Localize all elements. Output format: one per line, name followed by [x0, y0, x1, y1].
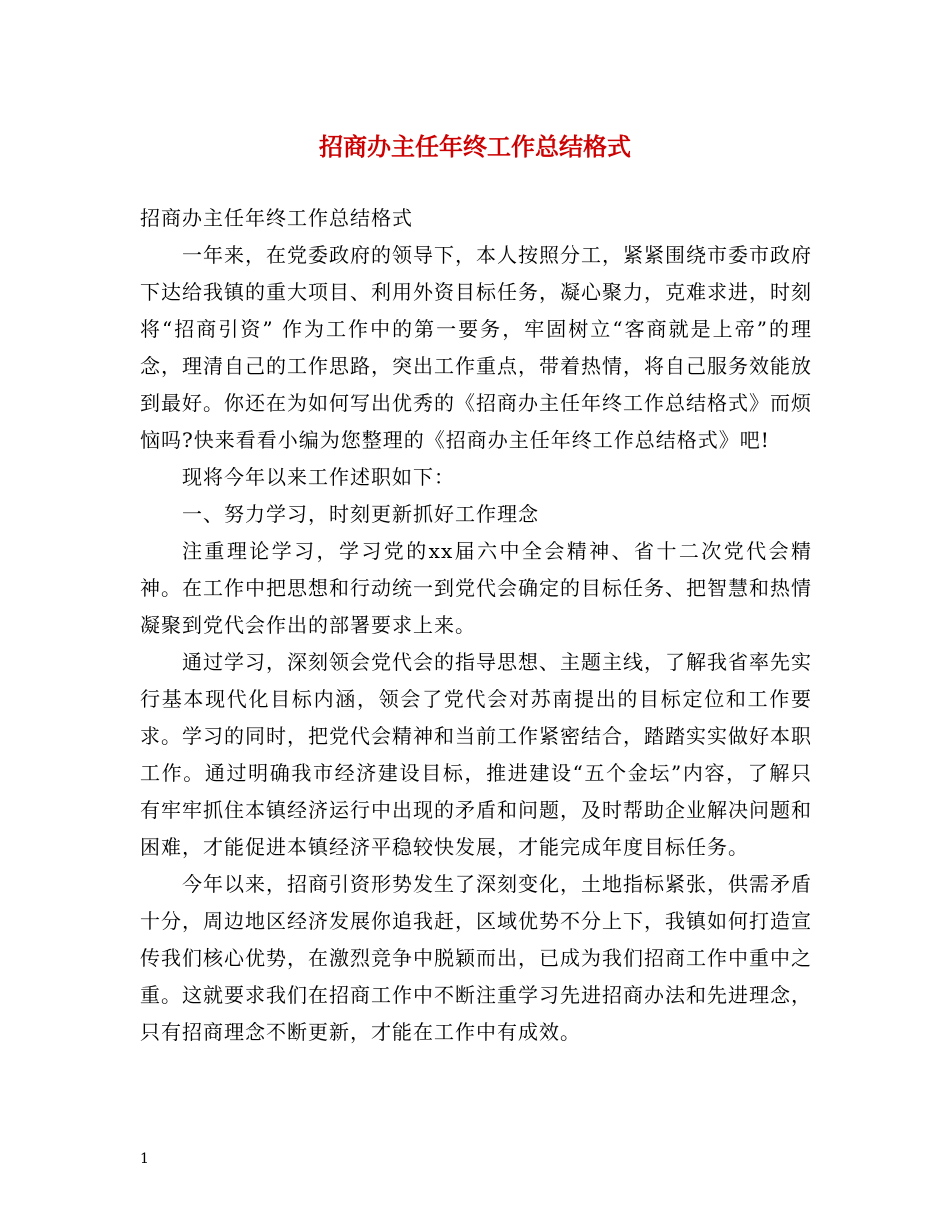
investment-situation-paragraph: 今年以来，招商引资形势发生了深刻变化，土地指标紧张，供需矛盾十分，周边地区经济发展你追我赶，区域优势不分上下，我镇如何打造宣传我们核心优势，在激烈竞争中脱颖而出，已成为我们招商工作中重中之重。这就要求我们在招商工作中不断注重学习先进招商办法和先进理念，只有招商理念不断更新，才能在工作中有成效。 [140, 872, 812, 1044]
section-heading-1: 一、努力学习，时刻更新抓好工作理念 [182, 502, 539, 526]
study-outcome-paragraph: 通过学习，深刻领会党代会的指导思想、主题主线，了解我省率先实行基本现代化目标内涵，领会了党代会对苏南提出的目标定位和工作要求。学习的同时，把党代会精神和当前工作紧密结合，踏踏实实做好本职工作。通过明确我市经济建设目标，推进建设“五个金坛”内容，了解只有牢牢抓住本镇经济运行中出现的矛盾和问题，及时帮助企业解决问题和困难，才能促进本镇经济平稳较快发展，才能完成年度目标任务。 [140, 650, 812, 859]
subtitle-paragraph: 招商办主任年终工作总结格式 [140, 206, 413, 230]
page-number: 1 [140, 1151, 149, 1167]
page-title: 招商办主任年终工作总结格式 [319, 132, 631, 161]
report-lead-paragraph: 现将今年以来工作述职如下： [182, 465, 455, 489]
intro-paragraph: 一年来，在党委政府的领导下，本人按照分工，紧紧围绕市委市政府下达给我镇的重大项目、利用外资目标任务，凝心聚力，克难求进，时刻将“招商引资” 作为工作中的第一要务，牢固树立“客商就是上帝”的理念，理清自己的工作思路，突出工作重点，带着热情，将自己服务效能放到最好。你还在为如何写出优秀的《招商办主任年终工作总结格式》而烦恼吗?快来看看小编为您整理的《招商办主任年终工作总结格式》吧! [140, 243, 812, 452]
document-body [140, 200, 812, 1051]
theory-study-paragraph: 注重理论学习，学习党的xx届六中全会精神、省十二次党代会精神。在工作中把思想和行动统一到党代会确定的目标任务、把智慧和热情凝聚到党代会作出的部署要求上来。 [140, 539, 812, 637]
